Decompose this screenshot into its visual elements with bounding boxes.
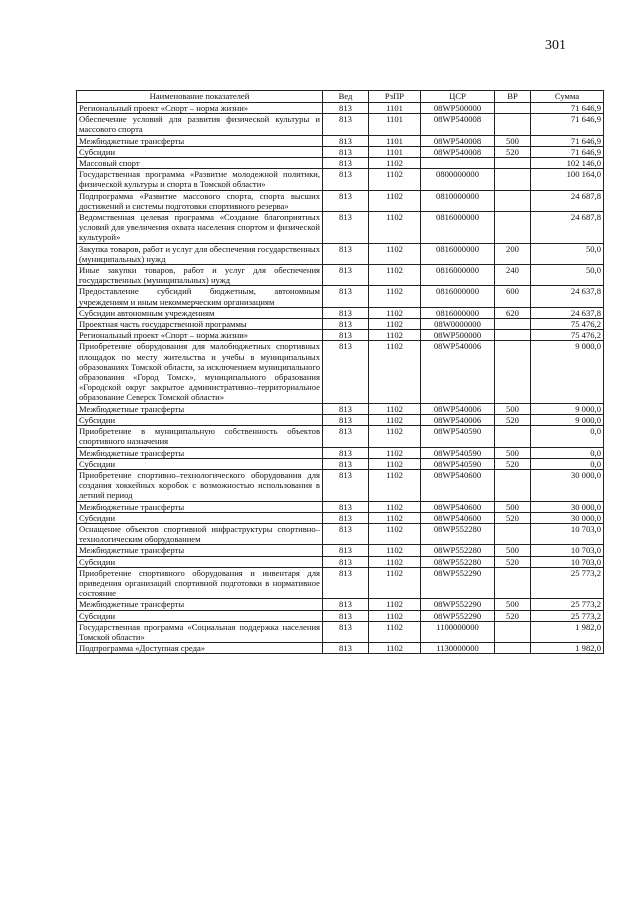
row-vr: 240: [495, 265, 531, 286]
row-name: Приобретение спортивно–технологического оборудования для создания хоккейных коробок с возможностью использования в летний период: [77, 469, 323, 501]
row-ved: 813: [323, 114, 369, 135]
header-ved: Вед: [323, 91, 369, 103]
row-vr: [495, 190, 531, 211]
row-ved: 813: [323, 643, 369, 654]
row-name: Межбюджетные трансферты: [77, 135, 323, 146]
row-vr: [495, 114, 531, 135]
row-sum: 71 646,9: [531, 135, 604, 146]
row-rzpr: 1102: [369, 341, 421, 403]
row-vr: [495, 426, 531, 447]
row-csr: 08W0000000: [421, 319, 495, 330]
page-number: 301: [545, 38, 566, 53]
row-name: Ведомственная целевая программа «Создание благоприятных условий для увеличения охвата населения спортом и физической культурой»: [77, 212, 323, 244]
row-csr: 08WP552280: [421, 523, 495, 544]
row-ved: 813: [323, 599, 369, 610]
row-vr: 620: [495, 307, 531, 318]
header-vr: ВР: [495, 91, 531, 103]
row-vr: 500: [495, 403, 531, 414]
row-sum: 30 000,0: [531, 512, 604, 523]
row-rzpr: 1102: [369, 169, 421, 190]
row-sum: 30 000,0: [531, 501, 604, 512]
row-rzpr: 1102: [369, 643, 421, 654]
table-row: [77, 469, 604, 501]
row-vr: [495, 621, 531, 642]
table-row: [77, 243, 604, 264]
table-row: [77, 341, 604, 403]
table-row: [77, 599, 604, 610]
row-csr: 1100000000: [421, 621, 495, 642]
row-name: Субсидии: [77, 610, 323, 621]
row-sum: 30 000,0: [531, 469, 604, 501]
row-name: Государственная программа «Развитие молодежной политики, физической культуры и спорта в Томской области»: [77, 169, 323, 190]
row-csr: 08WP540590: [421, 426, 495, 447]
row-ved: 813: [323, 512, 369, 523]
row-rzpr: 1102: [369, 286, 421, 307]
row-sum: 1 982,0: [531, 643, 604, 654]
row-csr: 08WP540006: [421, 414, 495, 425]
table-row: [77, 610, 604, 621]
row-sum: 100 164,0: [531, 169, 604, 190]
row-name: Региональный проект «Спорт – норма жизни»: [77, 103, 323, 114]
row-csr: 0816000000: [421, 286, 495, 307]
table-row: [77, 567, 604, 599]
row-sum: 9 000,0: [531, 341, 604, 403]
row-rzpr: 1102: [369, 330, 421, 341]
row-rzpr: 1102: [369, 556, 421, 567]
row-ved: 813: [323, 190, 369, 211]
table-row: [77, 190, 604, 211]
row-rzpr: 1102: [369, 501, 421, 512]
row-vr: 520: [495, 512, 531, 523]
row-name: Межбюджетные трансферты: [77, 501, 323, 512]
table-row: [77, 621, 604, 642]
table-row: [77, 643, 604, 654]
row-name: Предоставление субсидий бюджетным, автономным учреждениям и иным некоммерческим организациям: [77, 286, 323, 307]
row-ved: 813: [323, 307, 369, 318]
row-sum: 24 637,8: [531, 286, 604, 307]
row-csr: 08WP500000: [421, 103, 495, 114]
row-sum: 10 703,0: [531, 556, 604, 567]
row-rzpr: 1102: [369, 265, 421, 286]
table-row: [77, 319, 604, 330]
table-row: [77, 523, 604, 544]
row-csr: 0810000000: [421, 190, 495, 211]
table-row: [77, 146, 604, 157]
row-csr: 08WP540008: [421, 135, 495, 146]
row-name: Проектная часть государственной программы: [77, 319, 323, 330]
row-vr: 500: [495, 501, 531, 512]
row-ved: 813: [323, 426, 369, 447]
row-sum: 25 773,2: [531, 610, 604, 621]
row-name: Субсидии: [77, 414, 323, 425]
row-csr: 0816000000: [421, 265, 495, 286]
table-row: [77, 512, 604, 523]
row-vr: [495, 341, 531, 403]
row-sum: 75 476,2: [531, 330, 604, 341]
table-body: [77, 103, 604, 654]
row-ved: 813: [323, 501, 369, 512]
row-sum: 24 687,8: [531, 212, 604, 244]
row-vr: 500: [495, 545, 531, 556]
row-vr: [495, 330, 531, 341]
row-sum: 50,0: [531, 243, 604, 264]
table-row: [77, 458, 604, 469]
row-sum: 0,0: [531, 458, 604, 469]
row-ved: 813: [323, 103, 369, 114]
row-ved: 813: [323, 447, 369, 458]
row-ved: 813: [323, 330, 369, 341]
row-name: Межбюджетные трансферты: [77, 447, 323, 458]
row-csr: 08WP500000: [421, 330, 495, 341]
row-csr: 08WP540600: [421, 501, 495, 512]
row-rzpr: 1102: [369, 621, 421, 642]
table-row: [77, 414, 604, 425]
row-ved: 813: [323, 567, 369, 599]
row-sum: 25 773,2: [531, 567, 604, 599]
row-name: Межбюджетные трансферты: [77, 599, 323, 610]
row-vr: [495, 567, 531, 599]
row-rzpr: 1102: [369, 512, 421, 523]
row-sum: 9 000,0: [531, 414, 604, 425]
row-vr: 200: [495, 243, 531, 264]
row-rzpr: 1102: [369, 523, 421, 544]
row-csr: 0800000000: [421, 169, 495, 190]
row-csr: 08WP540600: [421, 469, 495, 501]
row-rzpr: 1102: [369, 190, 421, 211]
table-row: [77, 169, 604, 190]
row-rzpr: 1102: [369, 458, 421, 469]
row-csr: 08WP540590: [421, 458, 495, 469]
budget-table: [76, 90, 604, 654]
row-vr: [495, 169, 531, 190]
row-csr: 08WP552280: [421, 556, 495, 567]
row-ved: 813: [323, 169, 369, 190]
row-sum: 0,0: [531, 426, 604, 447]
row-csr: 0816000000: [421, 243, 495, 264]
row-sum: 50,0: [531, 265, 604, 286]
row-ved: 813: [323, 610, 369, 621]
header-name: Наименование показателей: [77, 91, 323, 103]
header-rzpr: РзПР: [369, 91, 421, 103]
table-row: [77, 403, 604, 414]
row-csr: [421, 158, 495, 169]
table-row: [77, 286, 604, 307]
row-csr: 08WP552290: [421, 610, 495, 621]
row-name: Субсидии: [77, 556, 323, 567]
row-name: Приобретение спортивного оборудования и инвентаря для приведения организаций спортивной подготовки в нормативное состояние: [77, 567, 323, 599]
row-csr: 08WP552280: [421, 545, 495, 556]
row-rzpr: 1102: [369, 545, 421, 556]
row-csr: 08WP540600: [421, 512, 495, 523]
row-rzpr: 1101: [369, 135, 421, 146]
row-rzpr: 1102: [369, 447, 421, 458]
row-vr: 520: [495, 556, 531, 567]
table-header-row: [77, 91, 604, 103]
row-name: Региональный проект «Спорт – норма жизни»: [77, 330, 323, 341]
row-name: Подпрограмма «Доступная среда»: [77, 643, 323, 654]
row-csr: 1130000000: [421, 643, 495, 654]
row-rzpr: 1102: [369, 599, 421, 610]
row-rzpr: 1102: [369, 158, 421, 169]
row-ved: 813: [323, 469, 369, 501]
row-vr: 500: [495, 447, 531, 458]
table-row: [77, 212, 604, 244]
row-rzpr: 1101: [369, 146, 421, 157]
row-rzpr: 1102: [369, 426, 421, 447]
row-name: Межбюджетные трансферты: [77, 403, 323, 414]
row-sum: 75 476,2: [531, 319, 604, 330]
row-name: Субсидии: [77, 146, 323, 157]
row-rzpr: 1102: [369, 469, 421, 501]
row-sum: 71 646,9: [531, 114, 604, 135]
row-name: Обеспечение условий для развития физической культуры и массового спорта: [77, 114, 323, 135]
row-sum: 1 982,0: [531, 621, 604, 642]
row-rzpr: 1102: [369, 243, 421, 264]
row-ved: 813: [323, 523, 369, 544]
row-name: Закупка товаров, работ и услуг для обеспечения государственных (муниципальных) нужд: [77, 243, 323, 264]
row-vr: 600: [495, 286, 531, 307]
row-vr: [495, 212, 531, 244]
row-ved: 813: [323, 243, 369, 264]
row-ved: 813: [323, 286, 369, 307]
header-sum: Сумма: [531, 91, 604, 103]
row-name: Подпрограмма «Развитие массового спорта, спорта высших достижений и системы подготовки спортивного резерва»: [77, 190, 323, 211]
row-ved: 813: [323, 341, 369, 403]
row-ved: 813: [323, 146, 369, 157]
row-sum: 9 000,0: [531, 403, 604, 414]
row-name: Приобретение оборудования для малобюджетных спортивных площадок по месту жительства и учебы в муниципальных образованиях Томской области, за исключением муниципального образования «Город Томск», муниципального образования «Городской округ закрытое административно–территориальное образование Северск Томской области»: [77, 341, 323, 403]
table-row: [77, 330, 604, 341]
row-name: Субсидии: [77, 458, 323, 469]
row-name: Оснащение объектов спортивной инфраструктуры спортивно–технологическим оборудованием: [77, 523, 323, 544]
row-csr: 08WP540008: [421, 146, 495, 157]
row-csr: 08WP540008: [421, 114, 495, 135]
row-rzpr: 1101: [369, 114, 421, 135]
row-ved: 813: [323, 158, 369, 169]
row-ved: 813: [323, 135, 369, 146]
row-name: Массовый спорт: [77, 158, 323, 169]
row-rzpr: 1102: [369, 307, 421, 318]
table-row: [77, 158, 604, 169]
row-rzpr: 1102: [369, 319, 421, 330]
row-sum: 24 637,8: [531, 307, 604, 318]
row-vr: [495, 158, 531, 169]
row-sum: 24 687,8: [531, 190, 604, 211]
row-vr: [495, 523, 531, 544]
row-vr: 520: [495, 458, 531, 469]
row-name: Субсидии: [77, 512, 323, 523]
table-row: [77, 114, 604, 135]
row-rzpr: 1102: [369, 567, 421, 599]
row-vr: [495, 103, 531, 114]
row-vr: [495, 319, 531, 330]
row-ved: 813: [323, 556, 369, 567]
row-rzpr: 1101: [369, 103, 421, 114]
row-csr: 0816000000: [421, 212, 495, 244]
row-vr: 520: [495, 610, 531, 621]
row-vr: 500: [495, 599, 531, 610]
row-rzpr: 1102: [369, 414, 421, 425]
row-csr: 08WP540006: [421, 341, 495, 403]
table-row: [77, 447, 604, 458]
row-vr: 500: [495, 135, 531, 146]
row-vr: 520: [495, 146, 531, 157]
row-vr: [495, 643, 531, 654]
row-ved: 813: [323, 319, 369, 330]
row-ved: 813: [323, 414, 369, 425]
row-ved: 813: [323, 212, 369, 244]
row-rzpr: 1102: [369, 610, 421, 621]
row-csr: 0816000000: [421, 307, 495, 318]
row-sum: 10 703,0: [531, 545, 604, 556]
row-sum: 0,0: [531, 447, 604, 458]
table-row: [77, 501, 604, 512]
row-rzpr: 1102: [369, 403, 421, 414]
row-name: Приобретение в муниципальную собственность объектов спортивного назначения: [77, 426, 323, 447]
row-ved: 813: [323, 265, 369, 286]
table-row: [77, 545, 604, 556]
row-csr: 08WP552290: [421, 567, 495, 599]
row-name: Субсидии автономным учреждениям: [77, 307, 323, 318]
table-row: [77, 265, 604, 286]
table-row: [77, 103, 604, 114]
row-ved: 813: [323, 458, 369, 469]
row-csr: 08WP540006: [421, 403, 495, 414]
row-csr: 08WP540590: [421, 447, 495, 458]
table-row: [77, 307, 604, 318]
row-sum: 102 146,0: [531, 158, 604, 169]
row-sum: 10 703,0: [531, 523, 604, 544]
row-rzpr: 1102: [369, 212, 421, 244]
row-ved: 813: [323, 545, 369, 556]
row-name: Иные закупки товаров, работ и услуг для обеспечения государственных (муниципальных) нужд: [77, 265, 323, 286]
row-csr: 08WP552290: [421, 599, 495, 610]
row-name: Межбюджетные трансферты: [77, 545, 323, 556]
header-csr: ЦСР: [421, 91, 495, 103]
row-vr: 520: [495, 414, 531, 425]
table-row: [77, 135, 604, 146]
row-sum: 25 773,2: [531, 599, 604, 610]
row-ved: 813: [323, 403, 369, 414]
row-name: Государственная программа «Социальная поддержка населения Томской области»: [77, 621, 323, 642]
table-row: [77, 426, 604, 447]
row-sum: 71 646,9: [531, 146, 604, 157]
row-vr: [495, 469, 531, 501]
row-ved: 813: [323, 621, 369, 642]
row-sum: 71 646,9: [531, 103, 604, 114]
table-row: [77, 556, 604, 567]
